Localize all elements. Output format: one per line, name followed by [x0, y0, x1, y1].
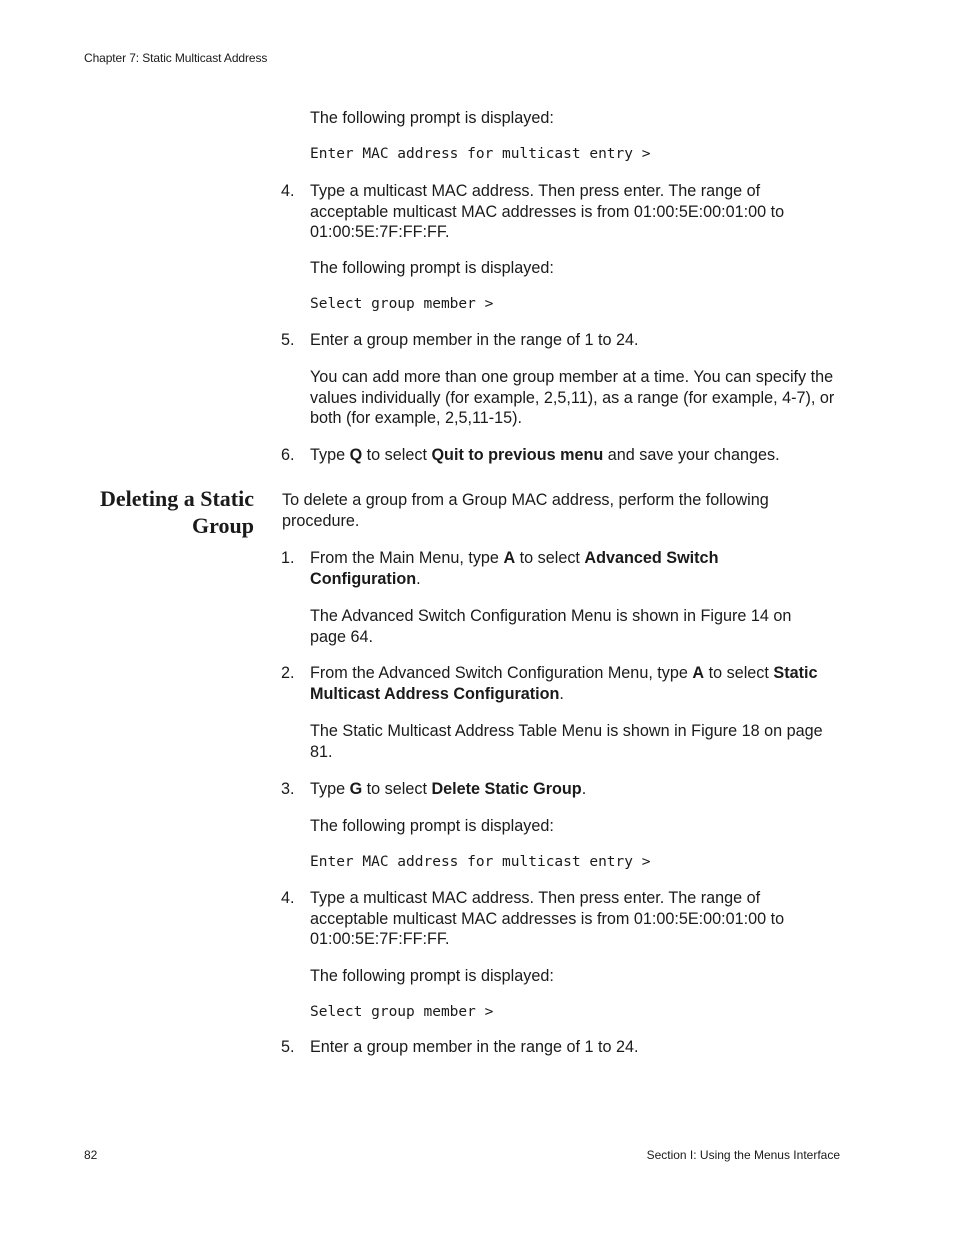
step-number: 4.	[281, 182, 295, 200]
prompt-intro: The following prompt is displayed:	[310, 967, 554, 985]
step-text: From the Main Menu, type A to select Advanced Switch Configuration.	[310, 549, 719, 588]
footer-section-title: Section I: Using the Menus Interface	[646, 1148, 840, 1162]
section-heading: Deleting a Static Group	[100, 486, 254, 538]
step-number: 5.	[281, 1038, 295, 1056]
step-number: 3.	[281, 780, 295, 798]
step-number: 5.	[281, 331, 295, 349]
section-intro: To delete a group from a Group MAC address, perform the following procedure.	[282, 491, 769, 530]
step-number: 6.	[281, 446, 295, 464]
code-prompt: Enter MAC address for multicast entry >	[310, 146, 651, 162]
step-text: Type G to select Delete Static Group.	[310, 780, 587, 798]
prompt-intro: The following prompt is displayed:	[310, 109, 554, 127]
step-note: The Advanced Switch Configuration Menu is shown in Figure 14 on page 64.	[310, 607, 792, 646]
step-number: 4.	[281, 889, 295, 907]
prompt-intro: The following prompt is displayed:	[310, 817, 554, 835]
step-number: 1.	[281, 549, 295, 567]
step-text: Type a multicast MAC address. Then press enter. The range of acceptable multicast MAC addresses is from 01:00:5E:00:01:00 to 01:00:5E:7F:FF:FF.	[310, 889, 785, 949]
step-number: 2.	[281, 664, 295, 682]
step-text: Enter a group member in the range of 1 to 24.	[310, 331, 639, 349]
step-text: Enter a group member in the range of 1 to 24.	[310, 1038, 639, 1056]
page-header: Chapter 7: Static Multicast Address	[84, 51, 268, 65]
prompt-intro: The following prompt is displayed:	[310, 259, 554, 277]
step-note: The Static Multicast Address Table Menu is shown in Figure 18 on page 81.	[310, 722, 823, 761]
step-text: Type a multicast MAC address. Then press enter. The range of acceptable multicast MAC addresses is from 01:00:5E:00:01:00 to 01:00:5E:7F:FF:FF.	[310, 182, 785, 242]
step-text: From the Advanced Switch Configuration Menu, type A to select Static Multicast Address Configuration.	[310, 664, 818, 703]
code-prompt: Enter MAC address for multicast entry >	[310, 854, 651, 870]
code-prompt: Select group member >	[310, 1004, 494, 1020]
code-prompt: Select group member >	[310, 296, 494, 312]
page-number: 82	[84, 1148, 98, 1162]
step-note: You can add more than one group member at a time. You can specify the values individually (for example, 2,5,11), as a range (for example, 4-7), or both (for example, 2,5,11-15).	[310, 368, 835, 428]
step-text: Type Q to select Quit to previous menu and save your changes.	[310, 446, 780, 464]
